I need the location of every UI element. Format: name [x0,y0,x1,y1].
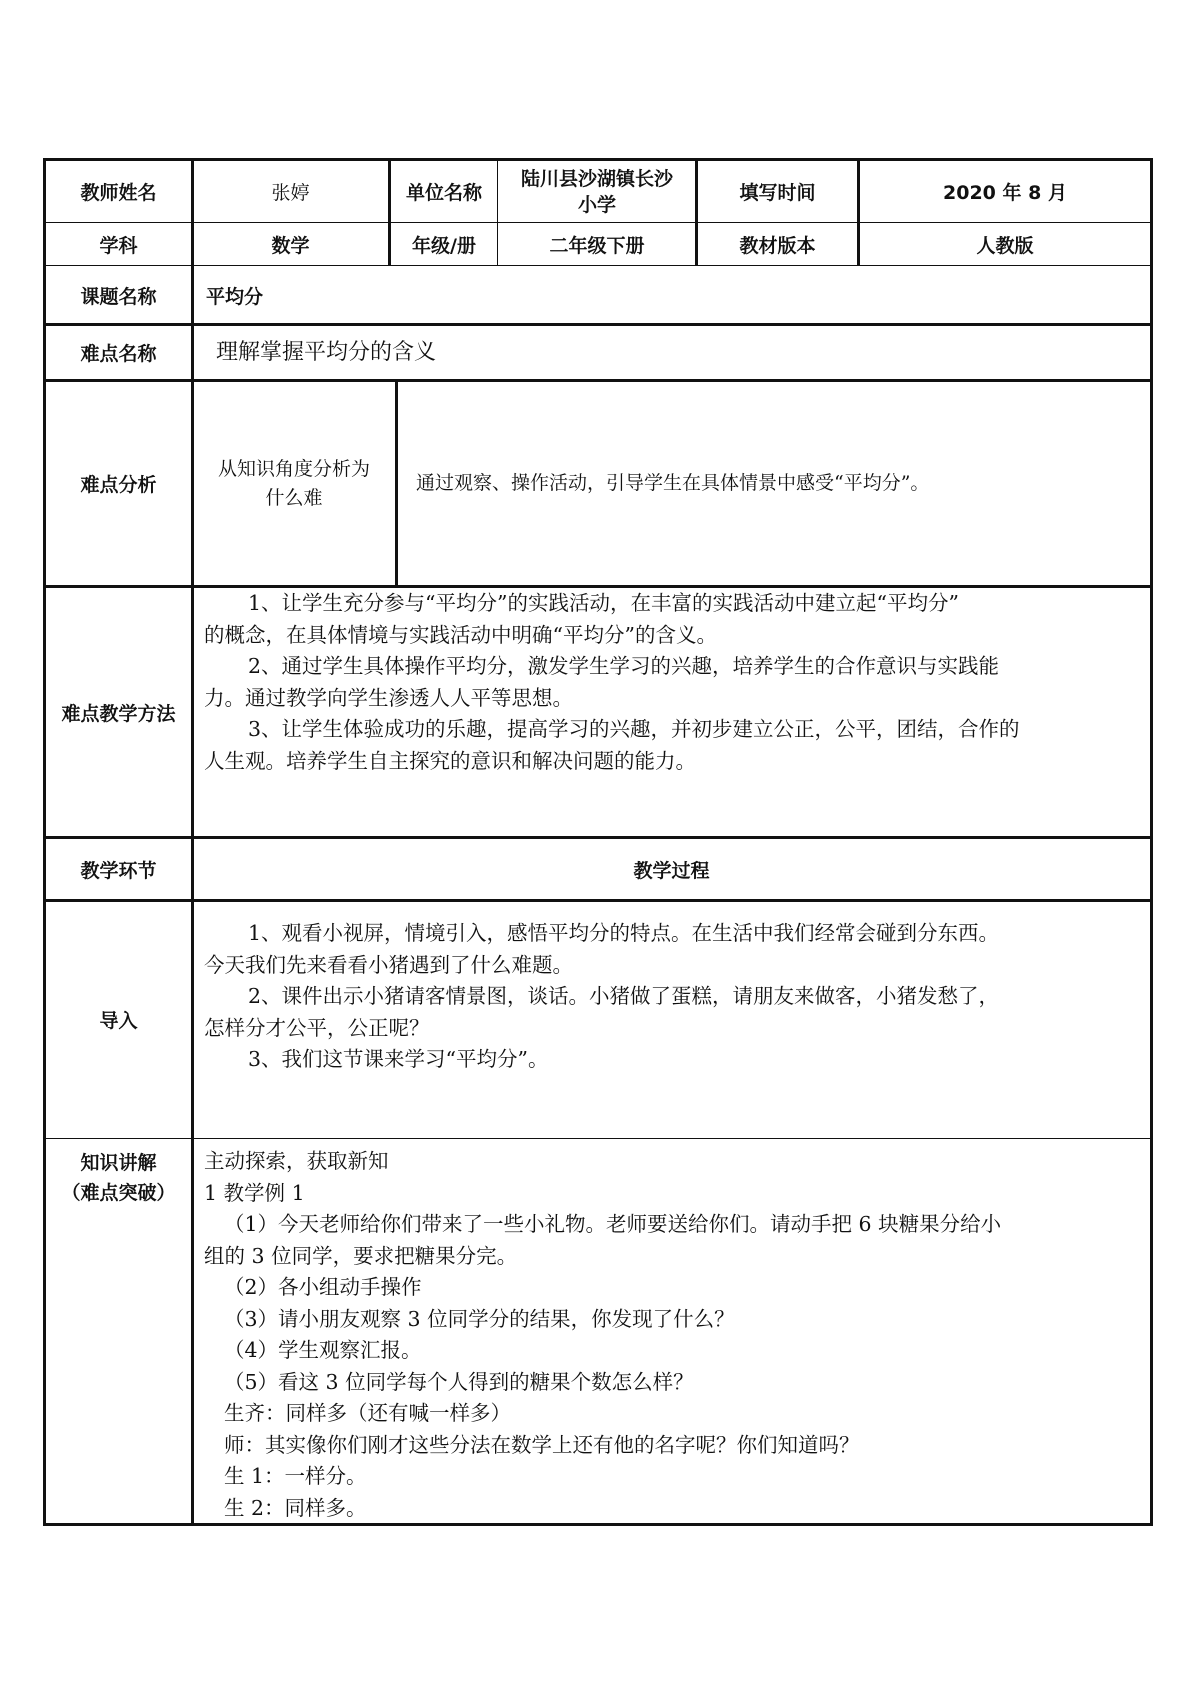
analysis-sub-label [193,382,395,585]
knowledge-line: （2）各小组动手操作 [224,1275,422,1299]
method-line: 力。通过教学向学生渗透人人平等思想。 [204,685,573,710]
knowledge-line: 1 教学例 1 [204,1180,305,1205]
subject-value: 数学 [271,234,310,257]
knowledge-line: 生 1：一样分。 [224,1464,367,1488]
knowledge-label-line1: 知识讲解 [80,1152,157,1174]
method-line: 3、让学生体验成功的乐趣，提高学习的兴趣，并初步建立公正，公平，团结，合作的 [248,717,1020,741]
teacher-name-value: 张婷 [271,182,310,204]
teacher-name-label: 教师姓名 [80,182,157,204]
intro-content [196,918,1151,1076]
row-divider [43,265,1153,266]
intro-line: 怎样分才公平，公正呢？ [204,1015,430,1040]
grade-value: 二年级下册 [549,234,645,257]
analysis-sub-label-line2: 什么难 [265,486,323,509]
intro-line: 3、我们这节课来学习“平均分”。 [248,1047,549,1071]
row-divider [43,1138,1153,1139]
knowledge-line: 生 2：同样多。 [224,1495,367,1520]
knowledge-label [46,1148,191,1208]
method-line: 人生观。培养学生自主探究的意识和解决问题的能力。 [204,748,696,773]
unit-name-value [499,161,695,222]
knowledge-line: （1）今天老师给你们带来了一些小礼物。老师要送给你们。请动手把 6 块糖果分给小 [224,1212,1002,1236]
topic-label: 课题名称 [80,285,157,308]
grade-label: 年级/册 [412,234,476,257]
method-line: 的概念，在具体情境与实践活动中明确“平均分”的含义。 [204,622,717,647]
analysis-content: 通过观察、操作活动，引导学生在具体情景中感受“平均分”。 [416,471,930,494]
col-divider [497,158,498,265]
method-label: 难点教学方法 [61,702,176,725]
stage-header-label: 教学环节 [80,859,157,882]
edition-value: 人教版 [976,234,1034,257]
analysis-label: 难点分析 [80,474,157,496]
knowledge-line: （3）请小朋友观察 3 位同学分的结果，你发现了什么？ [224,1306,735,1331]
knowledge-line: 主动探索，获取新知 [204,1149,389,1173]
knowledge-line: 组的 3 位同学，要求把糖果分完。 [204,1243,518,1268]
intro-line: 1、观看小视屏，情境引入，感悟平均分的特点。在生活中我们经常会碰到分东西。 [248,921,1000,945]
difficulty-label: 难点名称 [80,343,157,365]
intro-line: 2、课件出示小猪请客情景图，谈话。小猪做了蛋糕，请朋友来做客，小猪发愁了， [248,984,1000,1008]
subject-label: 学科 [99,234,138,257]
difficulty-value: 理解掌握平均分的含义 [216,339,437,365]
unit-name-label: 单位名称 [405,182,482,204]
method-line: 2、通过学生具体操作平均分，激发学生学习的兴趣，培养学生的合作意识与实践能 [248,654,1000,678]
knowledge-line: （4）学生观察汇报。 [224,1338,422,1362]
unit-name-line2: 小学 [577,193,616,216]
knowledge-label-line2: （难点突破） [61,1182,176,1204]
analysis-sub-divider [395,379,398,585]
analysis-sub-label-line1: 从知识角度分析为 [217,457,370,480]
fill-date-value: 2020 年 8 月 [943,182,1067,204]
knowledge-content [196,1146,1151,1524]
method-content [196,588,1151,777]
knowledge-line: 生齐：同样多（还有喊一样多） [224,1401,511,1425]
topic-value: 平均分 [206,285,264,308]
method-line: 1、让学生充分参与“平均分”的实践活动，在丰富的实践活动中建立起“平均分” [248,591,959,615]
process-header-label: 教学过程 [633,859,710,882]
unit-name-line1: 陆川县沙湖镇长沙 [520,167,673,190]
knowledge-line: 师：其实像你们刚才这些分法在数学上还有他的名字呢？你们知道吗？ [224,1432,860,1457]
edition-label: 教材版本 [739,234,816,257]
fill-date-label: 填写时间 [739,182,816,204]
row-divider [43,899,1153,902]
intro-label: 导入 [99,1010,138,1032]
intro-line: 今天我们先来看看小猪遇到了什么难题。 [204,952,573,977]
knowledge-line: （5）看这 3 位同学每个人得到的糖果个数怎么样？ [224,1369,694,1394]
